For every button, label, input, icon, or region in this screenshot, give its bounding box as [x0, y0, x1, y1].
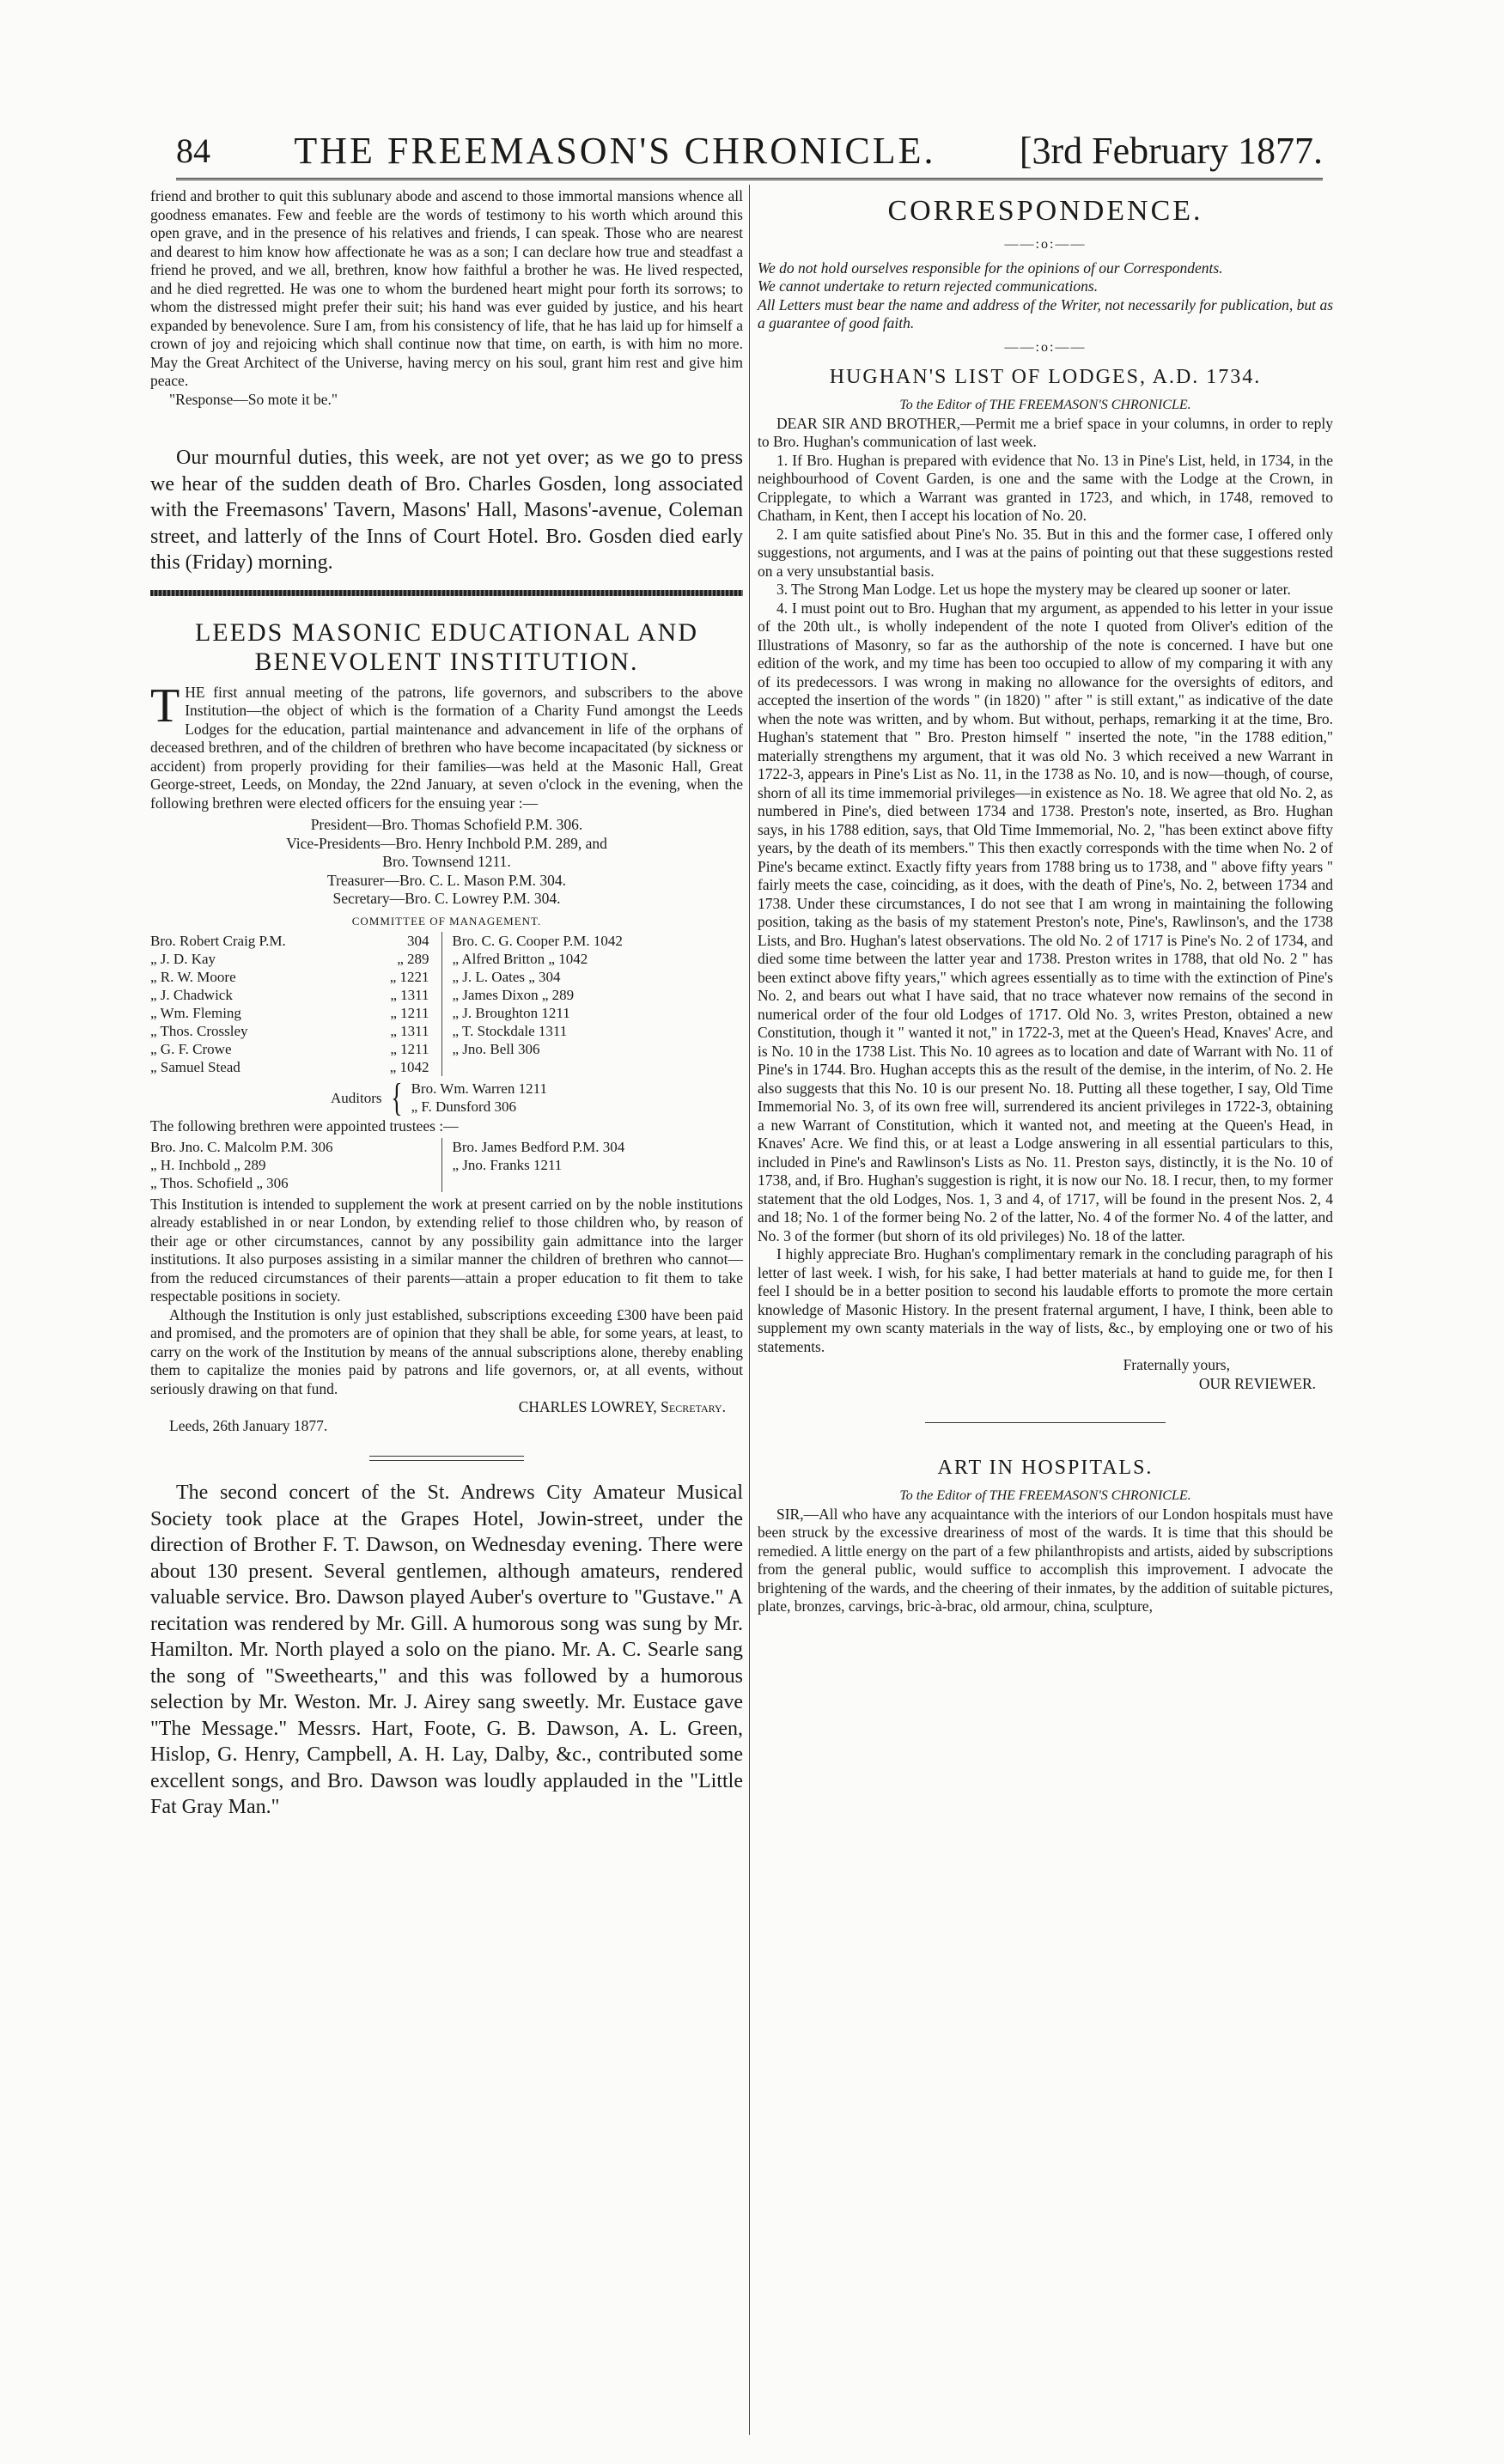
leeds-heading: LEEDS MASONIC EDUCATIONAL AND BENEVOLENT INSTITUTION.	[194, 618, 699, 676]
concert-paragraph: The second concert of the St. Andrews City Amateur Musical Society took place at the Grapes Hotel, Jowin-street, under the direction of Brother F. T. Dawson, on Wednesday evening. There were about 130 present. Several gentlemen, although amateurs, rendered valuable service. Bro. Dawson played Auber's overture to "Gustave." A recitation was rendered by Mr. Gill. A humorous song was sung by Mr. Hamilton. Mr. North played a solo on the piano. Mr. A. C. Searle sang the song of "Sweethearts," and this was followed by a humorous selection by Mr. Weston. Mr. J. Airey sang sweetly. Mr. Eustace gave "The Message." Messrs. Hart, Foote, G. B. Dawson, A. L. Green, Hislop, G. Henry, Campbell, A. H. Lay, Dalby, &c., contributed some excellent songs, and Bro. Dawson was loudly applauded in the "Little Fat Gray Man."	[150, 1481, 743, 1818]
letter-paragraph: 2. I am quite satisfied about Pine's No. 35. But in this and the former case, I offered only suggestions, not arguments, and I was at the pains of pointing out that these suggestions rested on a very unsubstantial basis.	[758, 525, 1333, 580]
drop-cap: T	[150, 678, 180, 733]
letter-paragraph: 3. The Strong Man Lodge. Let us hope the mystery may be cleared up sooner or later.	[776, 581, 1291, 598]
letter-signoff: OUR REVIEWER.	[1198, 1374, 1316, 1392]
member-name: „ Wm. Fleming	[150, 1005, 241, 1021]
leeds-paragraph: This Institution is intended to supplement the work at present carried on by the noble institutions already established in or near London, by extending relief to those children who, by reason of their age or other circumstances, cannot by any possibility gain admittance into the larger institutions. It also purposes assisting in a similar manner the children of brethren who cannot—from the reduced circumstances of their parents—attain a proper education to fit them to take respectable positions in society.	[150, 1195, 743, 1305]
trustees-right	[441, 1138, 744, 1192]
committee-row	[150, 932, 441, 950]
trustees-left	[150, 1138, 441, 1192]
disclaimer: All Letters must bear the name and address of the Writer, not necessarily for publication, but as a guarantee of good faith.	[758, 295, 1333, 332]
member-lodge: „ 1311	[390, 987, 429, 1003]
leeds-dateline: Leeds, 26th January 1877.	[169, 1416, 328, 1434]
officer-line: Treasurer—Bro. C. L. Mason P.M. 304.	[327, 871, 566, 889]
trustee-row: Bro. James Bedford P.M. 304	[452, 1138, 625, 1155]
eulogy-response: "Response—So mote it be."	[169, 390, 338, 408]
committee-table	[150, 932, 743, 1076]
left-column	[150, 187, 743, 1821]
member-lodge: „ 1221	[389, 969, 429, 985]
officer-line: Vice-Presidents—Bro. Henry Inchbold P.M. 289, and	[286, 834, 607, 852]
letter-paragraph: I highly appreciate Bro. Hughan's complimentary remark in the concluding paragraph of his letter of last week. I wish, for his sake, I had better materials at hand to guide me, for then I feel I should be in a better position to second his laudable efforts to promote the more certain knowledge of Masonic History. In the present fraternal argument, I have, I think, been able to supplement my own scanty materials in the way of lists, &c., by employing one or two of his statements.	[758, 1245, 1333, 1355]
committee-row	[150, 1040, 441, 1058]
correspondence-heading: CORRESPONDENCE.	[887, 195, 1203, 227]
committee-row: „ J. Broughton 1211	[452, 1005, 570, 1021]
brace-glyph: {	[390, 1075, 403, 1119]
member-name: „ R. W. Moore	[150, 969, 236, 985]
leeds-article	[150, 678, 743, 813]
ornament-separator: ——:o:——	[1004, 237, 1087, 252]
auditor-name: Bro. Wm. Warren 1211	[411, 1080, 547, 1097]
committee-row	[150, 1004, 441, 1022]
committee-row: Bro. C. G. Cooper P.M. 1042	[452, 933, 623, 949]
mourning-paragraph: Our mournful duties, this week, are not yet over; as we go to press we hear of the sudden death of Bro. Charles Gosden, long associated with the Freemasons' Tavern, Masons' Hall, Masons'-avenue, Coleman street, and latterly of the Inns of Court Hotel. Bro. Gosden died early this (Friday) morning.	[150, 447, 743, 574]
member-lodge: „ 1042	[389, 1059, 429, 1075]
committee-row	[150, 950, 441, 968]
officers-list	[150, 816, 743, 909]
disclaimer: We cannot undertake to return rejected communications.	[758, 277, 1099, 295]
to-editor-line: To the Editor of THE FREEMASON'S CHRONICLE.	[899, 398, 1191, 412]
member-name: „ Thos. Crossley	[150, 1023, 248, 1039]
auditors-label: Auditors	[331, 1089, 382, 1106]
committee-row: „ Alfred Britton „ 1042	[452, 951, 588, 967]
trustee-row: „ Thos. Schofield „ 306	[150, 1174, 289, 1191]
trustee-row: „ H. Inchbold „ 289	[150, 1156, 266, 1173]
member-name: „ J. Chadwick	[150, 987, 233, 1003]
masthead-title: THE FREEMASON'S CHRONICLE.	[294, 130, 936, 172]
committee-label: COMMITTEE OF MANAGEMENT.	[351, 914, 542, 928]
member-name: „ Samuel Stead	[150, 1059, 241, 1075]
page-header	[176, 125, 1323, 180]
section-rule	[369, 1456, 524, 1461]
eulogy-paragraph: friend and brother to quit this sublunary abode and ascend to those immortal mansions whence all goodness emanates. Few and feeble are the words of testimony to his worth which around this open grave, and in the presence of his relatives and friends, I can speak. Those who are nearest and dearest to him know how affectionate he was as a son; I can declare how true and steadfast a friend he proved, and we all, brethren, know how faithful a brother he was. He lived respected, and he died regretted. He was one to whom the burdened heart might pour forth its sorrows; to whom the distressed might prefer their suit; his hand was ever guided by justice, and his heart expanded by benevolence. Sure I am, from his consistency of life, that he has laid up for himself a crown of joy and rejoicing which shall continue now that time, on earth, is with him no more. May the Great Architect of the Universe, having mercy on his soul, grant him rest and give him peace.	[150, 187, 743, 389]
committee-row	[150, 968, 441, 986]
member-name: „ J. D. Kay	[150, 951, 216, 967]
mourning-notice	[150, 445, 743, 576]
leeds-signature: CHARLES LOWREY, Secretary.	[518, 1398, 726, 1415]
officer-line: President—Bro. Thomas Schofield P.M. 306.	[310, 816, 583, 833]
auditor-name: „ F. Dunsford 306	[411, 1098, 516, 1115]
ornament-separator: ——:o:——	[1004, 339, 1087, 355]
letter-salutation: DEAR SIR AND BROTHER,—Permit me a brief space in your columns, in order to reply to Bro. Hughan's communication of last week.	[758, 414, 1333, 450]
issue-date: [3rd February 1877.	[1019, 130, 1323, 172]
hughan-heading: HUGHAN'S LIST OF LODGES, A.D. 1734.	[829, 366, 1262, 388]
art-heading: ART IN HOSPITALS.	[937, 1457, 1154, 1479]
disclaimer: We do not hold ourselves responsible for the opinions of our Correspondents.	[758, 259, 1223, 277]
committee-row: „ James Dixon „ 289	[452, 987, 575, 1003]
member-lodge: 304	[407, 933, 429, 949]
page-number: 84	[176, 131, 210, 170]
letter-paragraph: 1. If Bro. Hughan is prepared with evidence that No. 13 in Pine's List, held, in 1734, in the neighbourhood of Covent Garden, is one and the same with the Lodge at the Crown, in Cripplegate, to which a Warrant was granted in 1723, and which, in 1748, removed to Chatham, in Kent, then I accept his location of No. 20.	[758, 451, 1333, 524]
art-paragraph: SIR,—All who have any acquaintance with the interiors of our London hospitals must have been struck by the excessive dreariness of most of the wards. It is time that this should be remedied. A little energy on the part of a few philanthropists and artists, aided by subscriptions from the general public, would suffice to accomplish this improvement. I advocate the brightening of the wards, and the cheering of their inmates, by the addition of suitable pictures, plate, bronzes, carvings, bric-à-brac, old armour, china, sculpture,	[758, 1505, 1333, 1615]
committee-row: „ Jno. Bell 306	[452, 1041, 540, 1057]
committee-right	[441, 932, 744, 1076]
letter-paragraph: 4. I must point out to Bro. Hughan that my argument, as appended to his letter in your issue of the 20th ult., is wholly independent of the note I quoted from Oliver's edition of the Illustrations of Masonry, so far as the authorship of the note is concerned. I have but one edition of the work, and my time has been too occupied to allow of my comparing it with any of its predecessors. I was wrong in making no allowance for the oversights of editors, and accepted the insertion of the words " (in 1820) " after " is still extant," as indicative of the date when the note was written, and by whom. But without, perhaps, remarking it at the time, Bro. Hughan's statement that " Bro. Preston himself " inserted the note, "in the 1788 edition," materially strengthens my argument, that it was old No. 3 which received a new Warrant in 1722-3, appears in Pine's List as No. 11, in the 1738 as No. 10, and is now—though, of course, shorn of all its time immemorial privileges—in existence as No. 18. We agree that old No. 2, as numbered in Pine's, died between 1734 and 1738. Preston's note, inserted, as Bro. Hughan says, in his 1788 edition, says, that Old Time Immemorial, No. 2, "has been extinct above fifty years, by the death of its members." This then exactly corresponds with the time when No. 2 of Pine's became extinct. Exactly fifty years from 1788 bring us to 1738, and " above fifty years " fairly meets the case, coinciding, as it does, with the death of Pine's, No. 2, between 1734 and 1738. Under these circumstances, I do not see that I am wrong in maintaining the following position, taking as the basis of my statement Preston's note, Pine's, Rawlinson's, and the 1738 Lists, and Bro. Hughan's latest observations. The old No. 2 of 1717 is Pine's No. 2 of 1734, and died some time between the latter year and 1738. Preston writes in 1788, that old No. 2 " has been extinct above fifty years," which agrees essentially as to time with the extinction of Pine's No. 2, and bears out what I have said, that no trace whatever now remains of the second in numerical order of the four old Lodges of 1717. Old No. 3, writes Preston, obtained a new Constitution, though it " wanted it not," in 1722-3, met at the Queen's Head, Knaves' Acre, and is No. 10 in the 1738 List. This No. 10 agrees as to location and date of Warrant with No. 11 of Pine's in 1744. Bro. Hughan accepts this as the result of the demise, in the interim, of No. 2. He also suggests that this No. 10 is our present No. 18. Putting all these together, I say, Old Time Immemorial No. 3, of its own free will, surrendered its ancient privileges in 1722-3, obtaining a new Warrant of Constitution, which it wanted not, and meeting at the Queen's Head, in Knaves' Acre. We find this, or at least a Lodge answering in all essential particulars to this, included in Pine's and Rawlinson's Lists as No. 11. Preston says, distinctly, it is the No. 10 of 1738, and, if Bro. Hughan's suggestion is right, it is now our No. 18. I recur, then, to my former statement that the old Lodges, Nos. 1, 3 and 4, of 1717, will be found in the present Nos. 2, 4 and 18; No. 1 of the former being No. 2 of the latter, No. 4 of the former No. 4 of the latter, and No. 3 of the former (but shorn of its old privileges) No. 18 of the latter.	[758, 599, 1333, 1244]
concert-notice	[150, 1480, 743, 1821]
committee-row: „ T. Stockdale 1311	[452, 1023, 568, 1039]
leeds-paragraph: Although the Institution is only just established, subscriptions exceeding £300 have been paid and promised, and the promoters are of opinion that they shall be able, for some years, at least, to carry on the work of the Institution by means of the annual subscriptions alone, thereby enabling them to capitalize the monies paid by patrons and life governors, or, at all events, without seriously drawing on that fund.	[150, 1305, 743, 1397]
committee-row	[150, 986, 441, 1004]
section-rule	[925, 1422, 1166, 1423]
member-name: Bro. Robert Craig P.M.	[150, 933, 286, 949]
trustee-row: Bro. Jno. C. Malcolm P.M. 306	[150, 1138, 333, 1155]
officer-line: Bro. Townsend 1211.	[382, 853, 511, 870]
to-editor-line: To the Editor of THE FREEMASON'S CHRONICLE.	[899, 1488, 1191, 1503]
trustees-table	[150, 1138, 743, 1192]
member-lodge: „ 289	[397, 951, 429, 967]
committee-left	[150, 932, 441, 1076]
letter-closing: Fraternally yours,	[1123, 1356, 1230, 1373]
auditors-names	[411, 1080, 547, 1116]
leeds-intro: HE first annual meeting of the patrons, life governors, and subscribers to the above Institution—the object of which is the formation of a Charity Fund amongst the Leeds Lodges for the education, partial maintenance and advancement in life of the orphans of deceased brethren, and of the children of brethren who have become incapacitated (by sickness or accident) from properly providing for their families—was held at the Masonic Hall, Great George-street, Leeds, on Monday, the 22nd January, at seven o'clock in the evening, when the following brethren were elected officers for the ensuing year :—	[150, 683, 743, 812]
trustee-row: „ Jno. Franks 1211	[452, 1156, 563, 1173]
right-column	[758, 187, 1333, 1616]
committee-row	[150, 1058, 441, 1076]
member-lodge: „ 1211	[390, 1041, 429, 1057]
officer-line: Secretary—Bro. C. Lowrey P.M. 304.	[332, 890, 561, 907]
member-name: „ G. F. Crowe	[150, 1041, 232, 1057]
member-lodge: „ 1311	[390, 1023, 429, 1039]
section-rule	[150, 590, 743, 596]
column-divider	[749, 185, 750, 2435]
member-lodge: „ 1211	[390, 1005, 429, 1021]
trustees-intro: The following brethren were appointed trustees :—	[150, 1117, 459, 1135]
auditors-block	[331, 1075, 743, 1119]
committee-row: „ J. L. Oates „ 304	[452, 969, 561, 985]
committee-row	[150, 1022, 441, 1040]
